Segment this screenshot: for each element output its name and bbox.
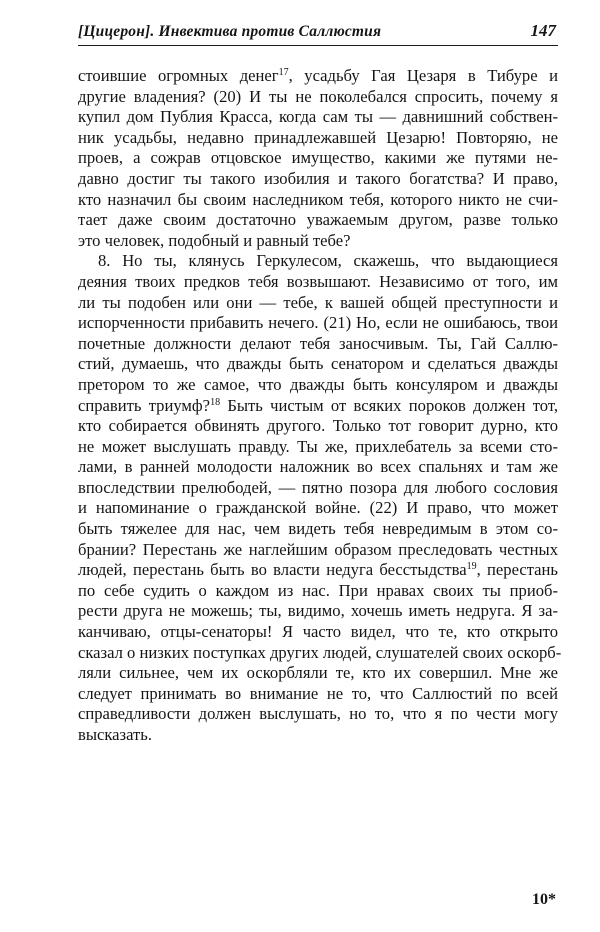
text-line: [78, 87, 558, 108]
text-line-content: купил дом Публия Красса, когда сам ты — давнишний собствен-: [78, 107, 558, 127]
text-line-content: , перестань: [476, 560, 558, 580]
text-line-content: 8. Но ты, клянусь Геркулесом, скажешь, что выдающиеся: [98, 251, 558, 271]
text-line: [78, 457, 558, 478]
text-line: [78, 128, 558, 149]
text-line-content: сказал о низких поступках других людей, слушателей своих оскорб-: [78, 642, 562, 662]
text-line: [78, 169, 558, 190]
text-line: [78, 313, 558, 334]
text-line-content: Быть чистым от всяких пороков должен тот,: [220, 395, 559, 415]
text-line: [78, 540, 558, 561]
text-line-content: следует принимать во внимание не то, что Саллюстий по всей: [78, 683, 558, 703]
text-line: [78, 107, 558, 128]
text-line: [78, 437, 558, 458]
text-line-content: стий, думаешь, что дважды быть сенатором и сделаться дважды: [78, 354, 558, 374]
running-head: [78, 20, 558, 46]
text-line-content: быть тяжелее для нас, чем видеть тебя невредимым в этом со-: [78, 519, 558, 539]
text-line: [78, 354, 558, 375]
text-line-content: тает даже своим достаточно уважаемым другом, разве только: [78, 210, 558, 230]
text-line: [78, 66, 558, 87]
text-line: [78, 148, 558, 169]
text-line: [78, 231, 558, 252]
text-line-content: деяния твоих предков тебя возвышают. Независимо от того, им: [78, 271, 558, 291]
text-line: [78, 334, 558, 355]
header-rule: [78, 45, 558, 46]
text-line: [78, 272, 558, 293]
text-line-content: брании? Перестань же наглейшим образом преследовать честных: [78, 539, 558, 559]
text-line-content: не может выслушать правду. Ты же, прихлебатель за всеми сто-: [78, 436, 558, 456]
text-line: [78, 684, 558, 705]
text-line: [78, 519, 558, 540]
text-line-content: рести друга не можешь; ты, видимо, хочешь иметь недруга. Я за-: [78, 601, 558, 621]
text-line: [78, 375, 558, 396]
text-line: [78, 396, 558, 417]
text-line-content: , усадьбу Гая Цезаря в Тибуре и: [288, 66, 559, 85]
text-line-content: по себе судить о каждом из нас. При нравах своих ты приоб-: [78, 580, 558, 600]
text-line-content: кто назначил бы своим наследником тебя, которого никто не счи-: [78, 189, 558, 209]
footnote-ref: 18: [210, 396, 221, 408]
text-line: [78, 725, 558, 746]
text-line: [78, 704, 558, 725]
text-line-content: стоившие огромных денег: [78, 66, 279, 85]
text-line-content: претором то же самое, что дважды быть консуляром и дважды: [78, 374, 558, 394]
text-line: [78, 601, 558, 622]
running-title: [Цицерон]. Инвектива против Саллюстия: [78, 23, 382, 40]
text-line: [78, 416, 558, 437]
text-line: [78, 210, 558, 231]
text-line: [78, 190, 558, 211]
text-line: [78, 293, 558, 314]
text-line: [78, 560, 558, 581]
text-line: [78, 642, 562, 664]
footnote-ref: 17: [278, 67, 289, 78]
text-line-content: справедливости должен выслушать, но то, что я по чести могу: [78, 704, 558, 724]
text-line-content: ник усадьбы, недавно принадлежавшей Цезарю! Повторяю, не: [78, 127, 558, 147]
text-line-content: и напоминание о гражданской войне. (22) И право, что может: [78, 498, 558, 518]
text-line-content: лами, в ранней молодости наложник во всех спальнях и там же: [78, 457, 558, 477]
text-line-content: другие владения? (20) И ты не поколебался спросить, почему я: [78, 86, 558, 106]
text-line-content: испорченности прибавить нечего. (21) Но, если не ошибаюсь, твои: [78, 313, 558, 333]
text-line: [78, 581, 558, 602]
text-line-content: кто собирается обвинять другого. Только тот говорит дурно, кто: [78, 416, 558, 436]
signature-mark: 10*: [532, 891, 556, 908]
text-line: [78, 251, 558, 272]
text-line-content: давно достиг ты такого изобилия и такого богатства? И право,: [78, 168, 558, 188]
body-text: [78, 66, 562, 746]
text-line: [78, 622, 558, 643]
text-line-content: ли ты подобен или они — тебе, к вашей общей преступности и: [78, 292, 558, 312]
page-number: 147: [530, 21, 556, 40]
text-line-content: ляли сильнее, чем их оскорбляли те, кто их совершил. Мне же: [78, 663, 558, 683]
text-line-content: высказать.: [78, 725, 152, 744]
text-line-content: это человек, подобный и равный тебе?: [78, 230, 351, 250]
text-line-content: справить триумф?: [78, 395, 211, 415]
text-line: [78, 478, 558, 499]
text-line-content: почетные должности делают тебя заносчивым. Ты, Гай Саллю-: [78, 333, 558, 353]
text-line-content: проев, а сожрав отцовское имущество, какими же путями не-: [78, 148, 558, 168]
text-line: [78, 498, 558, 519]
footnote-ref: 19: [466, 561, 477, 573]
text-line: [78, 663, 558, 684]
text-line-content: впоследствии прелюбодей, — пятно позора для любого сословия: [78, 477, 558, 497]
text-line-content: людей, перестань быть во власти недуга бесстыдства: [78, 560, 467, 580]
text-line-content: канчиваю, отцы-сенаторы! Я часто видел, что те, кто открыто: [78, 622, 558, 642]
